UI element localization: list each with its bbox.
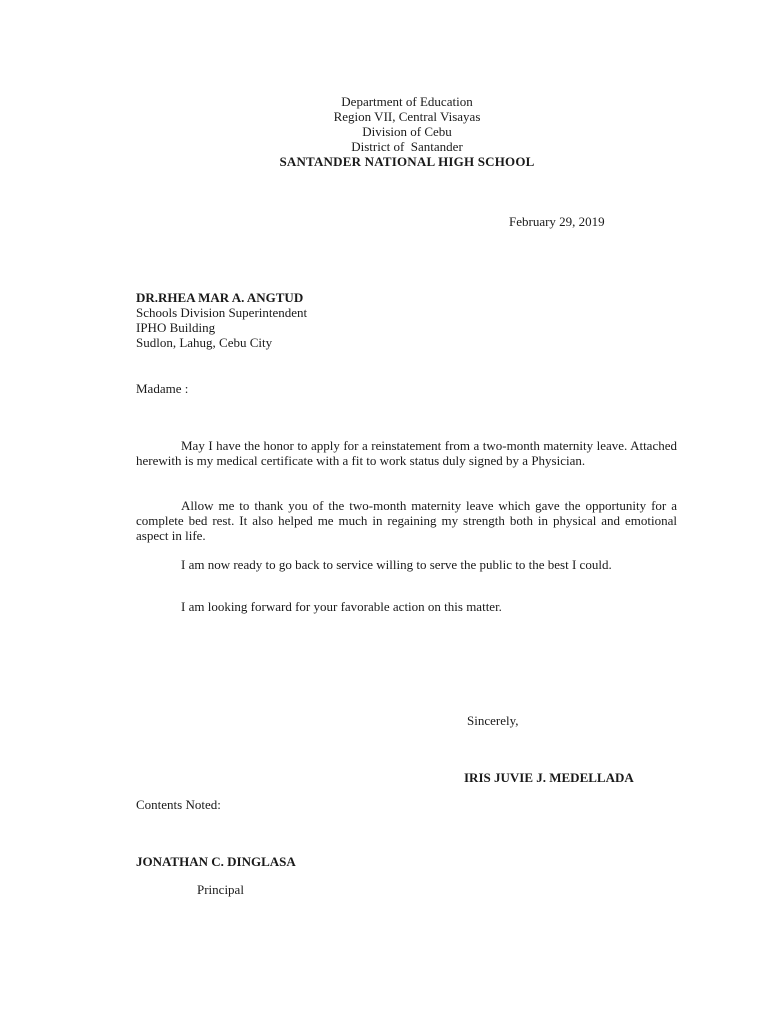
letterhead-department: Department of Education	[341, 94, 473, 109]
recipient-name: DR.RHEA MAR A. ANGTUD	[136, 290, 304, 305]
recipient-block	[136, 290, 307, 350]
salutation: Madame :	[136, 381, 189, 396]
letter-date: February 29, 2019	[509, 214, 605, 229]
closing: Sincerely,	[467, 713, 519, 728]
signer-name: IRIS JUVIE J. MEDELLADA	[464, 770, 634, 785]
contents-noted-label: Contents Noted:	[136, 797, 221, 812]
body-paragraph-1: May I have the honor to apply for a reinstatement from a two-month maternity leave. Attached herewith is my medical certificate with a fit to work status duly signed by a Physician.	[136, 438, 677, 468]
recipient-building: IPHO Building	[136, 320, 216, 335]
principal-name: JONATHAN C. DINGLASA	[136, 854, 296, 869]
letterhead-region: Region VII, Central Visayas	[333, 109, 481, 124]
body-paragraph-4: I am looking forward for your favorable action on this matter.	[181, 599, 502, 614]
letterhead-district: District of Santander	[351, 139, 463, 154]
recipient-title: Schools Division Superintendent	[136, 305, 308, 320]
letterhead-division: Division of Cebu	[362, 124, 452, 139]
recipient-address: Sudlon, Lahug, Cebu City	[136, 335, 273, 350]
letterhead-school: SANTANDER NATIONAL HIGH SCHOOL	[279, 154, 535, 169]
letterhead	[0, 94, 768, 169]
body-paragraph-3: I am now ready to go back to service willing to serve the public to the best I could.	[181, 557, 612, 572]
body-paragraph-2: Allow me to thank you of the two-month maternity leave which gave the opportunity for a complete bed rest. It also helped me much in regaining my strength both in physical and emotional aspect in life.	[136, 498, 677, 543]
principal-title: Principal	[197, 882, 244, 897]
